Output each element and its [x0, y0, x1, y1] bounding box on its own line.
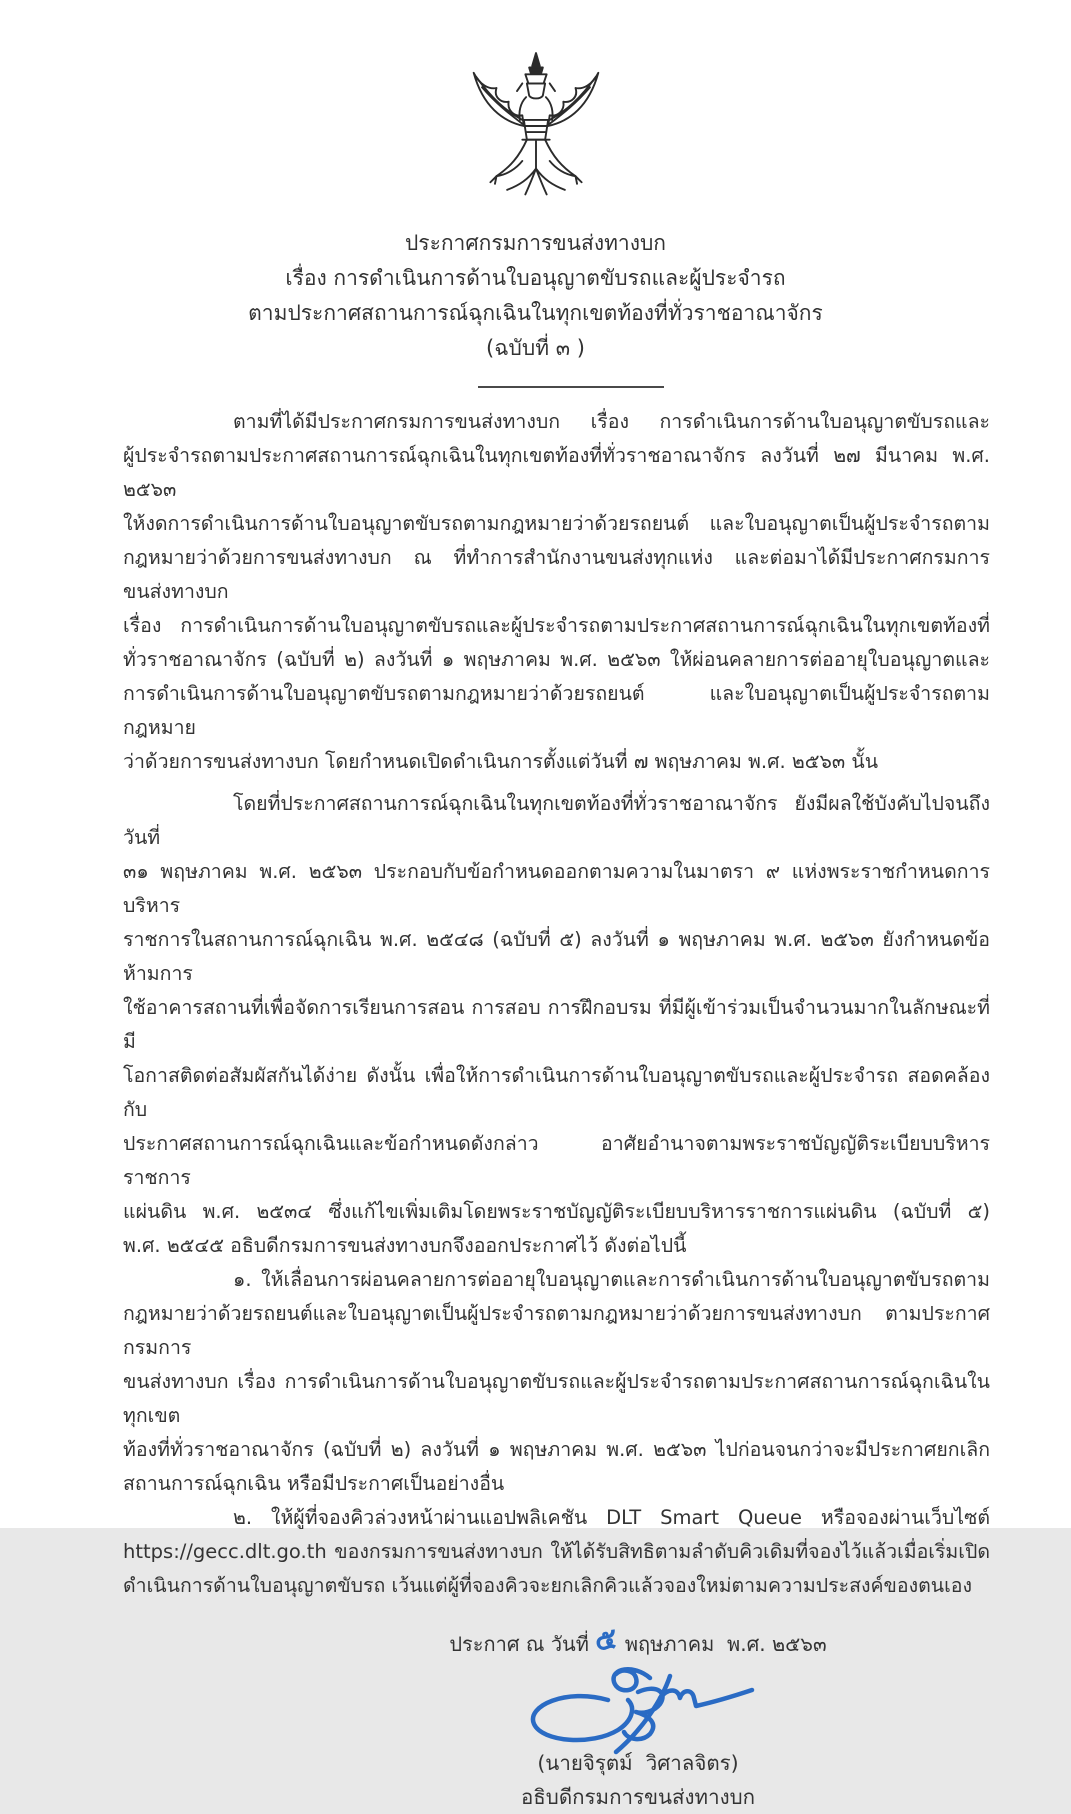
- body-line: เรื่อง การดำเนินการด้านใบอนุญาตขับรถและผู้ประจำรถตามประกาศสถานการณ์ฉุกเฉินในทุกเขตท้องที่: [123, 614, 990, 637]
- body-line: ใช้อาคารสถานที่เพื่อจัดการเรียนการสอน การสอบ การฝึกอบรม ที่มีผู้เข้าร่วมเป็นจำนวนมากในลักษณะที่มี: [123, 996, 990, 1053]
- body-line: ดำเนินการด้านใบอนุญาตขับรถ เว้นแต่ผู้ที่จองคิวจะยกเลิกคิวแล้วจองใหม่ตามความประสงค์ของตนเอง: [123, 1574, 972, 1597]
- body-line: การดำเนินการด้านใบอนุญาตขับรถตามกฎหมายว่าด้วยรถยนต์ และใบอนุญาตเป็นผู้ประจำรถตามกฎหมาย: [123, 682, 990, 739]
- document-title-block: [0, 226, 1071, 366]
- body-line: สถานการณ์ฉุกเฉิน หรือมีประกาศเป็นอย่างอื่น: [123, 1472, 505, 1495]
- body-line: กฎหมายว่าด้วยรถยนต์และใบอนุญาตเป็นผู้ประจำรถตามกฎหมายว่าด้วยการขนส่งทางบก ตามประกาศกรมการ: [123, 1302, 990, 1359]
- date-rest: พฤษภาคม พ.ศ. ๒๕๖๓: [624, 1632, 827, 1656]
- body-line: ว่าด้วยการขนส่งทางบก โดยกำหนดเปิดดำเนินการตั้งแต่วันที่ ๗ พฤษภาคม พ.ศ. ๒๕๖๓ นั้น: [123, 750, 879, 773]
- signatory-name: (นายจิรุตม์ วิศาลจิตร): [537, 1751, 739, 1775]
- promulgation-date: [428, 1620, 848, 1660]
- body-line: ๓๑ พฤษภาคม พ.ศ. ๒๕๖๓ ประกอบกับข้อกำหนดออกตามความในมาตรา ๙ แห่งพระราชกำหนดการบริหาร: [123, 860, 990, 917]
- garuda-emblem-icon: [452, 50, 620, 202]
- body-line: โอกาสติดต่อสัมผัสกันได้ง่าย ดังนั้น เพื่อให้การดำเนินการด้านใบอนุญาตขับรถและผู้ประจำรถ สอดคล้องกับ: [123, 1064, 990, 1121]
- emblem-container: [0, 0, 1071, 206]
- body-line: https://gecc.dlt.go.th ของกรมการขนส่งทางบก ให้ได้รับสิทธิตามลำดับคิวเดิมที่จองไว้แล้วเมื่อเริ่มเปิด: [123, 1540, 990, 1563]
- body-line: ตามที่ได้มีประกาศกรมการขนส่งทางบก เรื่อง การดำเนินการด้านใบอนุญาตขับรถและ: [233, 410, 990, 433]
- body-line: โดยที่ประกาศสถานการณ์ฉุกเฉินในทุกเขตท้องที่ทั่วราชอาณาจักร ยังมีผลใช้บังคับไปจนถึงวันที่: [123, 792, 990, 849]
- body-line: ผู้ประจำรถตามประกาศสถานการณ์ฉุกเฉินในทุกเขตท้องที่ทั่วราชอาณาจักร ลงวันที่ ๒๗ มีนาคม พ.ศ. ๒๕๖๓: [123, 444, 990, 501]
- document-body: [123, 405, 990, 1603]
- body-line: กฎหมายว่าด้วยการขนส่งทางบก ณ ที่ทำการสำนักงานขนส่งทุกแห่ง และต่อมาได้มีประกาศกรมการขนส่งทางบก: [123, 546, 990, 603]
- body-line: แผ่นดิน พ.ศ. ๒๕๓๔ ซึ่งแก้ไขเพิ่มเติมโดยพระราชบัญญัติระเบียบบริหารราชการแผ่นดิน (ฉบับที่ ๕): [123, 1200, 990, 1223]
- body-line: ประกาศสถานการณ์ฉุกเฉินและข้อกำหนดดังกล่าว อาศัยอำนาจตามพระราชบัญญัติระเบียบบริหารราชการ: [123, 1132, 990, 1189]
- body-line: ให้งดการดำเนินการด้านใบอนุญาตขับรถตามกฎหมายว่าด้วยรถยนต์ และใบอนุญาตเป็นผู้ประจำรถตาม: [123, 512, 990, 535]
- body-line: ท้องที่ทั่วราชอาณาจักร (ฉบับที่ ๒) ลงวันที่ ๑ พฤษภาคม พ.ศ. ๒๕๖๓ ไปก่อนจนกว่าจะมีประกาศยกเลิก: [123, 1438, 990, 1461]
- handwritten-day: ๕: [592, 1620, 619, 1658]
- title-divider: [478, 386, 664, 388]
- signature-ink-icon: [518, 1662, 758, 1754]
- title-line-4: (ฉบับที่ ๓ ): [486, 336, 585, 360]
- signatory-title: อธิบดีกรมการขนส่งทางบก: [520, 1785, 756, 1809]
- body-line: พ.ศ. ๒๕๔๕ อธิบดีกรมการขนส่งทางบกจึงออกประกาศไว้ ดังต่อไปนี้: [123, 1234, 687, 1257]
- body-line: ขนส่งทางบก เรื่อง การดำเนินการด้านใบอนุญาตขับรถและผู้ประจำรถตามประกาศสถานการณ์ฉุกเฉินในทุกเขต: [123, 1370, 990, 1427]
- body-line: ๑. ให้เลื่อนการผ่อนคลายการต่ออายุใบอนุญาตและการดำเนินการด้านใบอนุญาตขับรถตาม: [233, 1268, 990, 1291]
- date-prefix: ประกาศ ณ วันที่: [449, 1632, 589, 1656]
- title-line-3: ตามประกาศสถานการณ์ฉุกเฉินในทุกเขตท้องที่ทั่วราชอาณาจักร: [248, 301, 823, 325]
- title-line-2: เรื่อง การดำเนินการด้านใบอนุญาตขับรถและผู้ประจำรถ: [285, 266, 786, 290]
- body-line: ๒. ให้ผู้ที่จองคิวล่วงหน้าผ่านแอปพลิเคชัน DLT Smart Queue หรือจองผ่านเว็บไซต์: [233, 1506, 990, 1529]
- closing-block: [428, 1620, 848, 1814]
- body-line: ทั่วราชอาณาจักร (ฉบับที่ ๒) ลงวันที่ ๑ พฤษภาคม พ.ศ. ๒๕๖๓ ให้ผ่อนคลายการต่ออายุใบอนุญาตและ: [123, 648, 990, 671]
- title-line-1: ประกาศกรมการขนส่งทางบก: [404, 231, 667, 255]
- body-line: ราชการในสถานการณ์ฉุกเฉิน พ.ศ. ๒๕๔๘ (ฉบับที่ ๕) ลงวันที่ ๑ พฤษภาคม พ.ศ. ๒๕๖๓ ยังกำหนดข้อห้ามการ: [123, 928, 990, 985]
- signature-container: [428, 1662, 848, 1750]
